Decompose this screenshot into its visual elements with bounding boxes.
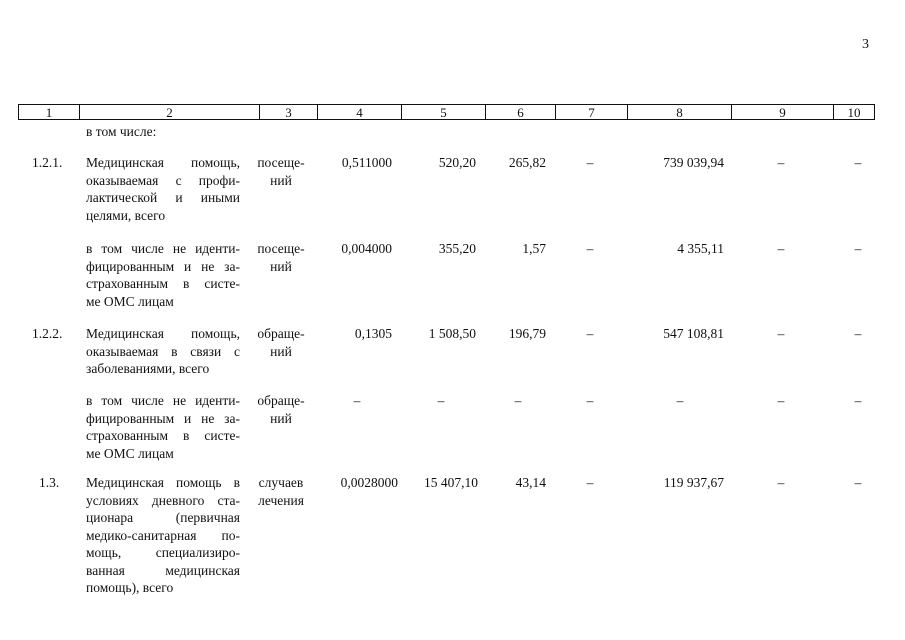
cell-col9: – <box>777 155 785 170</box>
row-code: 1.3. <box>39 475 60 490</box>
row-description: в том числе не иденти- фицированным и не за- страхованным в систе- ме ОМС лицам <box>86 241 240 309</box>
cell-col7: – <box>586 475 594 490</box>
cell-col5: 1 508,50 <box>428 326 476 341</box>
row-unit: посеще- ний <box>257 155 305 188</box>
cell-col4: 0,1305 <box>354 326 392 341</box>
header-cell-8: 8 <box>627 105 731 119</box>
header-cell-4: 4 <box>317 105 401 119</box>
cell-col9: – <box>777 393 785 408</box>
cell-col9: – <box>777 475 785 490</box>
row-unit: случаев лечения <box>258 475 304 508</box>
row-description: Медицинская помощь в условиях дневного ста- ционара (первичная медико-санитарная по- мощь, специализиро- ванная медицинская помощь), всего <box>86 475 240 595</box>
row-unit: посеще- ний <box>257 241 305 274</box>
row-description: Медицинская помощь, оказываемая с профи- лактической и иными целями, всего <box>86 155 240 223</box>
cell-col4: 0,004000 <box>341 241 392 256</box>
cell-col8: 119 937,67 <box>663 475 724 490</box>
cell-col6: – <box>514 393 522 408</box>
cell-col10: – <box>854 475 862 490</box>
cell-col4: 0,0028000 <box>340 475 398 490</box>
row-description: Медицинская помощь, оказываемая в связи с заболеваниями, всего <box>86 326 240 376</box>
cell-col6: 196,79 <box>508 326 546 341</box>
header-cell-9: 9 <box>731 105 833 119</box>
cell-col6: 43,14 <box>515 475 546 490</box>
header-cell-3: 3 <box>259 105 317 119</box>
cell-col4: 0,511000 <box>341 155 392 170</box>
row-unit: обраще- ний <box>257 326 305 359</box>
cell-col8: 547 108,81 <box>663 326 724 341</box>
row-unit: обраще- ний <box>257 393 305 426</box>
row-code: 1.2.1. <box>32 155 63 170</box>
cell-col5: 355,20 <box>438 241 476 256</box>
cell-col6: 265,82 <box>508 155 546 170</box>
cell-col10: – <box>854 241 862 256</box>
header-cell-7: 7 <box>555 105 627 119</box>
cell-col10: – <box>854 155 862 170</box>
cell-col4: – <box>353 393 361 408</box>
header-cell-1: 1 <box>45 105 53 120</box>
intro-text: в том числе: <box>86 124 157 139</box>
row-description: в том числе не иденти- фицированным и не за- страхованным в систе- ме ОМС лицам <box>86 393 240 461</box>
cell-col8: 4 355,11 <box>677 241 724 256</box>
cell-col9: – <box>777 241 785 256</box>
page-number: 3 <box>862 37 869 52</box>
cell-col5: 520,20 <box>438 155 476 170</box>
cell-col7: – <box>586 326 594 341</box>
header-cell-5: 5 <box>401 105 485 119</box>
cell-col7: – <box>586 241 594 256</box>
cell-col8: – <box>676 393 684 408</box>
row-code: 1.2.2. <box>32 326 63 341</box>
cell-col10: – <box>854 393 862 408</box>
cell-col5: 15 407,10 <box>424 475 478 490</box>
header-cell-6: 6 <box>485 105 555 119</box>
cell-col9: – <box>777 326 785 341</box>
cell-col10: – <box>854 326 862 341</box>
header-cell-2: 2 <box>79 105 259 119</box>
cell-col5: – <box>437 393 445 408</box>
cell-col8: 739 039,94 <box>663 155 724 170</box>
cell-col7: – <box>586 155 594 170</box>
cell-col7: – <box>586 393 594 408</box>
table-header-row <box>18 104 875 120</box>
cell-col6: 1,57 <box>522 241 546 256</box>
header-cell-10: 10 <box>833 105 874 119</box>
